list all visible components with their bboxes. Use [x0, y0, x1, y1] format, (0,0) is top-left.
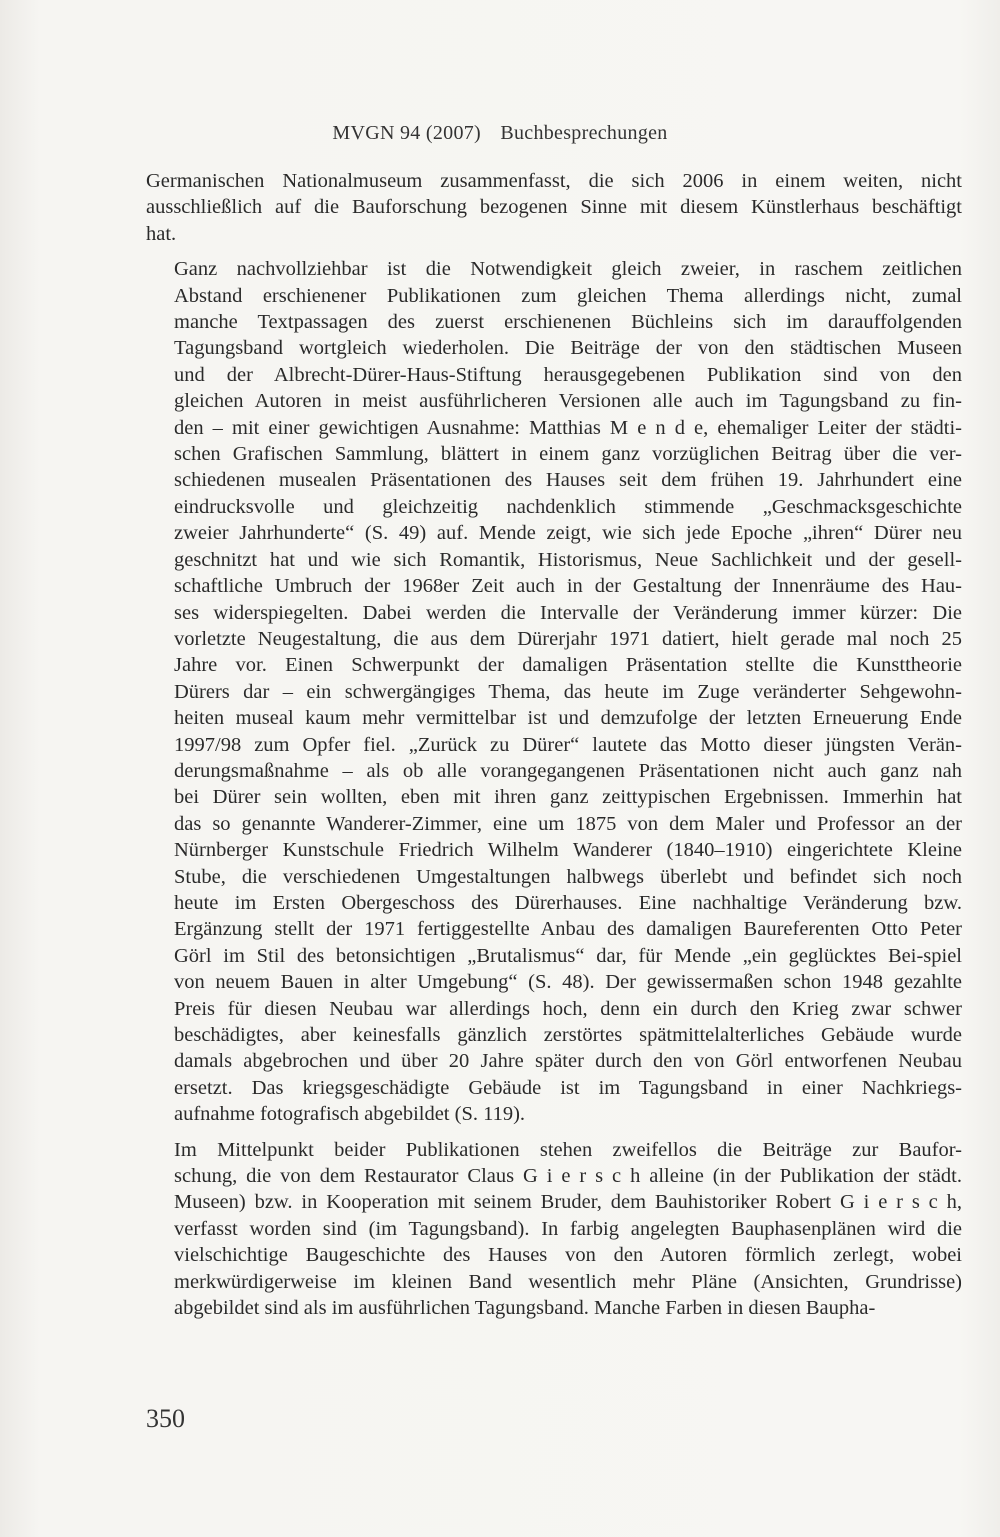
text-line: verfasst worden sind (im Tagungsband). In farbig angelegten Bauphasenplänen wird die: [174, 1217, 962, 1240]
paragraph: [146, 168, 962, 247]
text-line: Tagungsband wortgleich wiederholen. Die Beiträge der von den städtischen Museen: [174, 337, 962, 360]
text-line: schen Grafischen Sammlung, blättert in einem ganz vorzüglichen Beitrag über die ver-: [174, 443, 962, 466]
text-line: eindrucksvolle und gleichzeitig nachdenklich stimmende „Geschmacksgeschichte: [174, 495, 962, 518]
text-line: Nürnberger Kunstschule Friedrich Wilhelm Wanderer (1840–1910) eingerichtete Kleine: [174, 839, 962, 862]
text-line: 1997/98 zum Opfer fiel. „Zurück zu Dürer“ lautete das Motto dieser jüngsten Verän-: [174, 733, 962, 756]
text-line: Ergänzung stellt der 1971 fertiggestellte Anbau des damaligen Baureferenten Otto Peter: [174, 918, 962, 941]
text-line: merkwürdigerweise im kleinen Band wesentlich mehr Pläne (Ansichten, Grundrisse): [174, 1270, 962, 1293]
text-line: von neuem Bauen in alter Umgebung“ (S. 48). Der gewissermaßen schon 1948 gezahlte: [174, 971, 962, 994]
text-line: zweier Jahrhunderte“ (S. 49) auf. Mende zeigt, wie sich jede Epoche „ihren“ Dürer neu: [174, 522, 962, 545]
text-line: vielschichtige Baugeschichte des Hauses von den Autoren förmlich zerlegt, wobei: [174, 1244, 962, 1267]
text-line: gleichen Autoren in meist ausführlicheren Versionen alle auch im Tagungsband zu fin-: [174, 390, 962, 413]
paragraph: [146, 1137, 962, 1322]
text-line: heiten museal kaum mehr vermittelbar ist und demzufolge der letzten Erneuerung Ende: [174, 707, 962, 730]
text-line: Museen) bzw. in Kooperation mit seinem Bruder, dem Bauhistoriker Robert G i e r s c h,: [174, 1191, 962, 1214]
text-line: aufnahme fotografisch abgebildet (S. 119).: [174, 1103, 526, 1126]
text-line: schung, die von dem Restaurator Claus G i e r s c h alleine (in der Publikation der städt.: [174, 1165, 962, 1188]
text-line: manche Textpassagen des zuerst erschienenen Büchleins sich im darauffolgenden: [174, 311, 962, 334]
text-line: ausschließlich auf die Bauforschung bezogenen Sinne mit diesem Künstlerhaus beschäftigt: [146, 196, 962, 219]
text-line: ersetzt. Das kriegsgeschädigte Gebäude ist im Tagungsband in einer Nachkriegs-: [174, 1076, 962, 1099]
text-line: Stube, die verschiedenen Umgestaltungen halbwegs überlebt und befindet sich noch: [174, 865, 962, 888]
text-line: bei Dürer sein wollten, eben mit ihren ganz zeittypischen Ergebnissen. Immerhin hat: [174, 786, 962, 809]
text-line: Dürers dar – ein schwergängiges Thema, das heute im Zuge veränderter Sehgewohn-: [174, 680, 962, 703]
text-line: derungsmaßnahme – als ob alle vorangegangenen Präsentationen nicht auch ganz nah: [174, 759, 962, 782]
body-text: [146, 168, 962, 1321]
section-title: Buchbesprechungen: [500, 122, 668, 144]
text-line: Ganz nachvollziehbar ist die Notwendigkeit gleich zweier, in raschem zeitlichen: [174, 258, 962, 281]
text-line: Görl im Stil des betonsichtigen „Brutalismus“ dar, für Mende „ein geglücktes Bei-spiel: [174, 944, 962, 967]
text-line: vorletzte Neugestaltung, die aus dem Dürerjahr 1971 datiert, hielt gerade mal noch 25: [174, 627, 962, 650]
text-line: beschädigtes, aber keinesfalls gänzlich zerstörtes spätmittelalterliches Gebäude wurde: [174, 1024, 962, 1046]
text-line: ses widerspiegelten. Dabei werden die Intervalle der Veränderung immer kürzer: Die: [174, 601, 962, 624]
text-line: und der Albrecht-Dürer-Haus-Stiftung herausgegebenen Publikation sind von den: [174, 363, 962, 386]
text-line: Germanischen Nationalmuseum zusammenfasst, die sich 2006 in einem weiten, nicht: [146, 170, 962, 192]
text-line: abgebildet sind als im ausführlichen Tagungsband. Manche Farben in diesen Baupha-: [174, 1297, 876, 1320]
text-line: das so genannte Wanderer-Zimmer, eine um 1875 von dem Maler und Professor an der: [174, 812, 962, 835]
text-line: den – mit einer gewichtigen Ausnahme: Matthias M e n d e, ehemaliger Leiter der städti-: [174, 416, 962, 439]
text-line: hat.: [146, 222, 177, 245]
text-line: geschnitzt hat und wie sich Romantik, Historismus, Neue Sachlichkeit und der gesell-: [174, 548, 962, 571]
text-line: Abstand erschienener Publikationen zum gleichen Thema allerdings nicht, zumal: [174, 284, 962, 307]
paragraph: [146, 256, 962, 1127]
text-line: schiedenen musealen Präsentationen des Hauses seit dem frühen 19. Jahrhundert eine: [174, 469, 962, 492]
text-line: heute im Ersten Obergeschoss des Dürerhauses. Eine nachhaltige Veränderung bzw.: [174, 891, 962, 914]
text-line: Jahre vor. Einen Schwerpunkt der damaligen Präsentation stellte die Kunsttheorie: [174, 654, 962, 677]
text-line: schaftliche Umbruch der 1968er Zeit auch in der Gestaltung der Innenräume des Hau-: [174, 575, 962, 598]
text-line: Im Mittelpunkt beider Publikationen stehen zweifellos die Beiträge zur Baufor-: [174, 1138, 962, 1161]
running-head: [0, 122, 1000, 145]
text-line: damals abgebrochen und über 20 Jahre später durch den von Görl entworfenen Neubau: [174, 1050, 962, 1073]
page-number: 350: [146, 1404, 185, 1433]
journal-reference: MVGN 94 (2007): [332, 122, 482, 144]
text-line: Preis für diesen Neubau war allerdings hoch, denn ein durch den Krieg zwar schwer: [174, 997, 962, 1020]
